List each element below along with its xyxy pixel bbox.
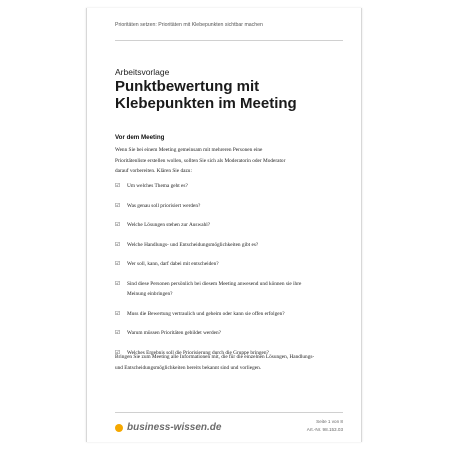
checkbox-icon: ☑	[115, 183, 121, 189]
checkbox-icon: ☑	[115, 310, 121, 317]
checklist-item	[115, 309, 320, 320]
checklist-item-text: Muss die Bewertung vertraulich und geheim oder kann sie offen erfolgen?	[127, 310, 285, 317]
checkbox-icon: ☑	[115, 222, 121, 228]
checkbox-icon: ☑	[115, 261, 121, 267]
document-kicker: Arbeitsvorlage	[115, 67, 170, 77]
checkbox-icon: ☑	[115, 330, 121, 336]
closing-paragraph: Bringen Sie zum Meeting alle Informationen mit, die für die einzelnen Lösungen, Handlungs- und Entscheidungsmöglichkeiten bereits bekannt sind und vorliegen.	[115, 354, 315, 371]
checklist-item-text: Wer soll, kann, darf dabei mit entscheiden?	[127, 261, 219, 267]
document-page	[86, 8, 362, 442]
checklist	[115, 181, 320, 367]
page-info	[307, 418, 343, 434]
checklist-item-text: Welche Handlungs- und Entscheidungsmöglichkeiten gibt es?	[127, 241, 259, 248]
checklist-item	[115, 279, 320, 300]
brand-logo	[115, 422, 221, 433]
checklist-item-text: Sind diese Personen persönlich bei diesem Meeting anwesend und können sie ihre Meinung einbringen?	[127, 280, 302, 297]
brand-dot-icon	[115, 424, 123, 432]
checkbox-icon: ☑	[115, 349, 121, 356]
document-title: Punktbewertung mit Klebepunkten im Meeting	[115, 78, 297, 112]
brand-name: business-wissen.de	[127, 422, 222, 433]
checklist-item	[115, 240, 320, 251]
checklist-item	[115, 201, 320, 212]
checklist-item	[115, 181, 320, 192]
checklist-item	[115, 220, 320, 231]
checklist-item-text: Um welches Thema geht es?	[127, 183, 188, 189]
checklist-item	[115, 328, 320, 339]
header-divider	[115, 40, 343, 41]
section-heading: Vor dem Meeting	[115, 134, 165, 141]
checklist-item-text: Warum müssen Prioritäten gebildet werden?	[127, 330, 222, 336]
page-number: Seite 1 von 8	[316, 419, 343, 424]
checkbox-icon: ☑	[115, 241, 121, 248]
checklist-item	[115, 259, 320, 270]
checklist-item-text: Was genau soll priorisiert werden?	[127, 202, 201, 209]
running-head: Prioritäten setzen: Prioritäten mit Klebepunkten sichtbar machen	[115, 22, 263, 28]
checklist-item-text: Welche Lösungen stehen zur Auswahl?	[127, 222, 211, 228]
article-number: Art.-Nr. 98.153.03	[306, 427, 343, 432]
checkbox-icon: ☑	[115, 280, 121, 287]
footer-divider	[115, 412, 343, 413]
intro-paragraph: Wenn Sie bei einem Meeting gemeinsam mit mehreren Personen eine Prioritätenliste erstellen wollen, sollten Sie sich als Moderatorin oder Moderator darauf vorbereiten. Klären Sie dazu:	[115, 147, 286, 174]
checklist-item-text: Welches Ergebnis soll die Priorisierung durch die Gruppe bringen?	[127, 349, 269, 356]
checkbox-icon: ☑	[115, 202, 121, 209]
